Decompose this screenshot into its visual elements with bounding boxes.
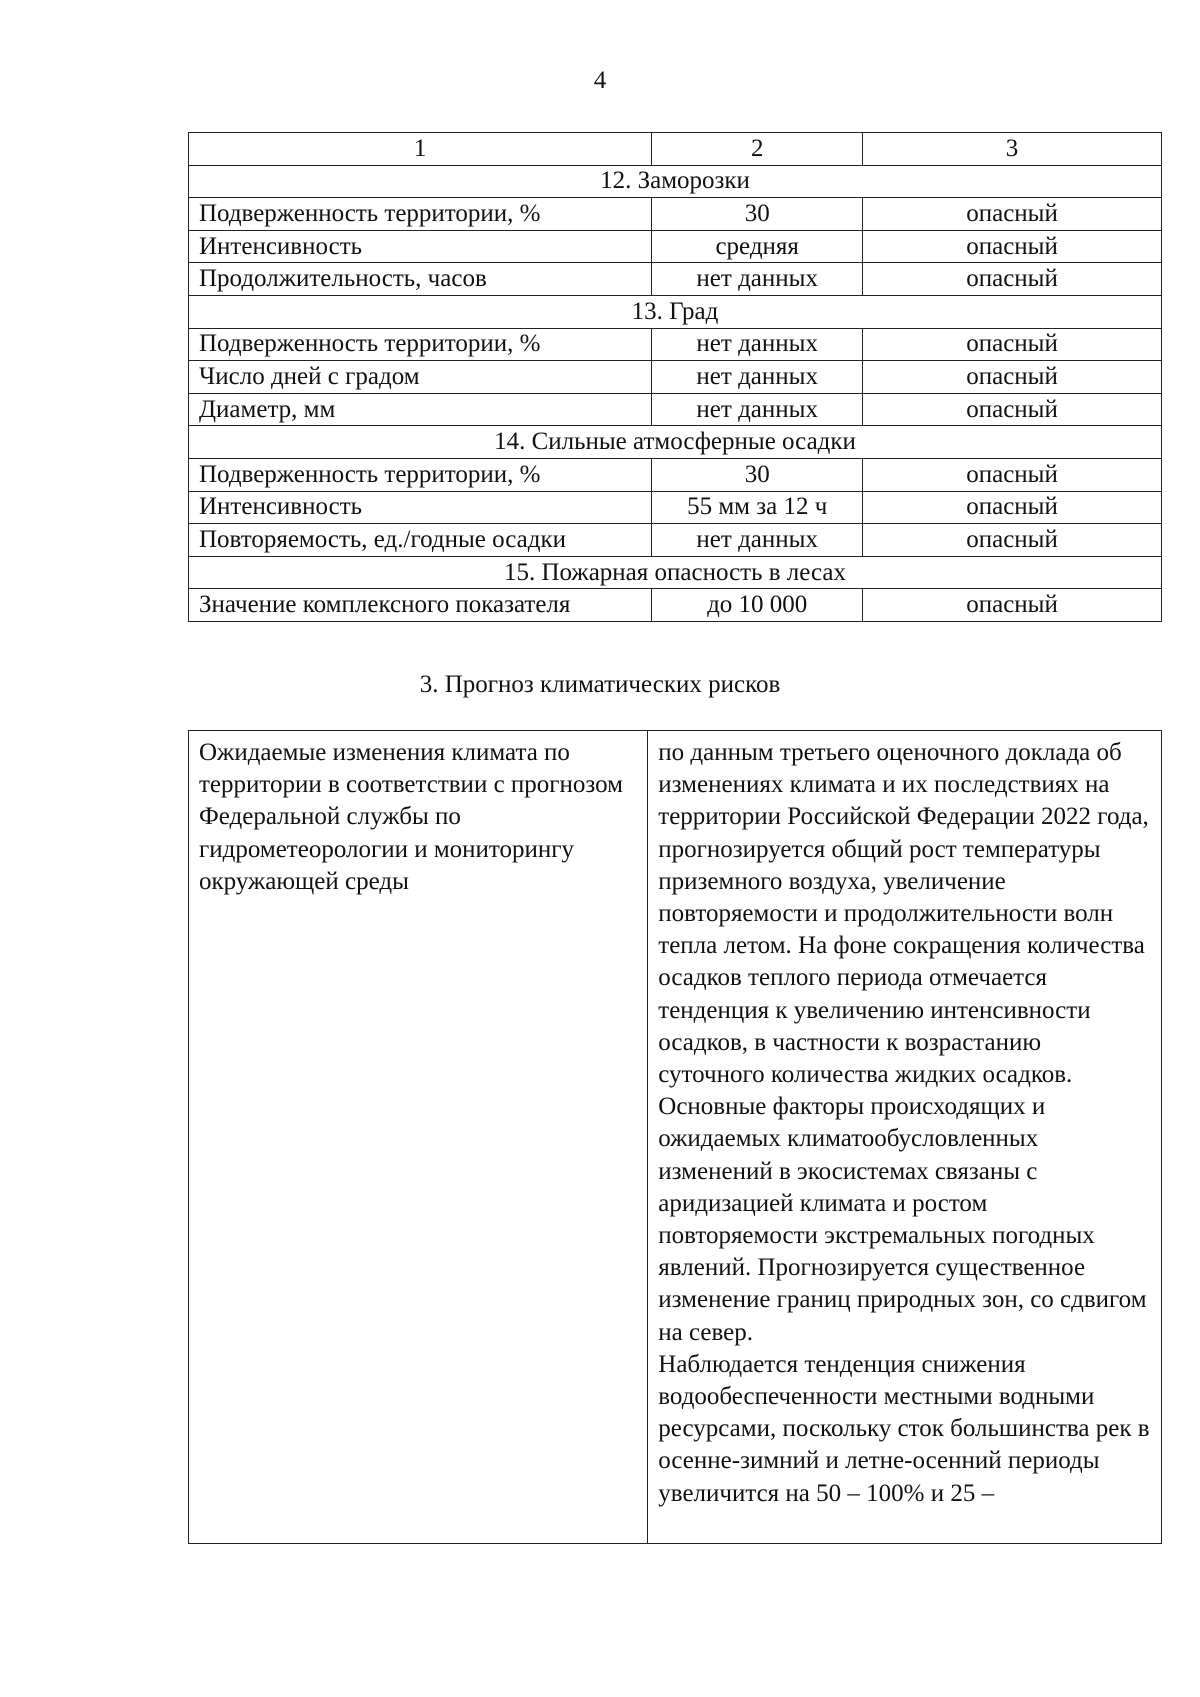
forecast-table xyxy=(188,730,1162,1544)
value-cell: до 10 000 xyxy=(652,589,863,622)
value-cell: нет данных xyxy=(652,361,863,394)
indicator-cell: Диаметр, мм xyxy=(189,393,652,426)
value-cell: средняя xyxy=(652,230,863,263)
section-title: 14. Сильные атмосферные осадки xyxy=(189,426,1162,459)
forecast-row xyxy=(189,731,1162,1544)
value-cell: нет данных xyxy=(652,263,863,296)
value-cell: 30 xyxy=(652,458,863,491)
table-header-row xyxy=(189,133,1162,166)
column-header-3: 3 xyxy=(863,133,1162,166)
table-row xyxy=(189,491,1162,524)
indicator-cell: Интенсивность xyxy=(189,491,652,524)
value-cell: нет данных xyxy=(652,524,863,557)
level-cell: опасный xyxy=(863,491,1162,524)
indicator-cell: Интенсивность xyxy=(189,230,652,263)
indicator-cell: Подверженность территории, % xyxy=(189,198,652,231)
table-row xyxy=(189,230,1162,263)
indicator-cell: Число дней с градом xyxy=(189,361,652,394)
table-row xyxy=(189,328,1162,361)
table-row xyxy=(189,524,1162,557)
section-row xyxy=(189,165,1162,198)
indicator-cell: Подверженность территории, % xyxy=(189,458,652,491)
indicator-cell: Повторяемость, ед./годные осадки xyxy=(189,524,652,557)
table-row xyxy=(189,361,1162,394)
table-row xyxy=(189,458,1162,491)
level-cell: опасный xyxy=(863,328,1162,361)
section-row xyxy=(189,426,1162,459)
level-cell: опасный xyxy=(863,361,1162,394)
level-cell: опасный xyxy=(863,524,1162,557)
table-row xyxy=(189,589,1162,622)
level-cell: опасный xyxy=(863,230,1162,263)
indicator-cell: Продолжительность, часов xyxy=(189,263,652,296)
section-title: 12. Заморозки xyxy=(189,165,1162,198)
risk-table xyxy=(188,132,1162,622)
column-header-1: 1 xyxy=(189,133,652,166)
table-row xyxy=(189,263,1162,296)
section-title: 15. Пожарная опасность в лесах xyxy=(189,556,1162,589)
indicator-cell: Значение комплексного показателя xyxy=(189,589,652,622)
section-row xyxy=(189,556,1162,589)
forecast-description-cell xyxy=(648,731,1162,1544)
level-cell: опасный xyxy=(863,589,1162,622)
value-cell: 30 xyxy=(652,198,863,231)
section-row xyxy=(189,295,1162,328)
forecast-paragraph: Основные факторы происходящих и ожидаемых климатообусловленных изменений в экосистемах связаны с аридизацией климата и ростом повторяемости экстремальных погодных явлений. Прогнозируется существенное изменение границ природных зон, со сдвигом на север. xyxy=(658,1093,1147,1346)
value-cell: нет данных xyxy=(652,328,863,361)
page-number: 4 xyxy=(593,67,607,94)
indicator-cell: Подверженность территории, % xyxy=(189,328,652,361)
forecast-criterion-cell: Ожидаемые изменения климата по территории в соответствии с прогнозом Федеральной службы по гидрометеорологии и мониторингу окружающей среды xyxy=(189,731,648,1544)
table-row xyxy=(189,198,1162,231)
level-cell: опасный xyxy=(863,393,1162,426)
column-header-2: 2 xyxy=(652,133,863,166)
section-title: 13. Град xyxy=(189,295,1162,328)
level-cell: опасный xyxy=(863,263,1162,296)
table-row xyxy=(189,393,1162,426)
value-cell: 55 мм за 12 ч xyxy=(652,491,863,524)
forecast-paragraph: по данным третьего оценочного доклада об изменениях климата и их последствиях на территории Российской Федерации 2022 года, прогнозируется общий рост температуры приземного воздуха, увеличение повторяемости и продолжительности волн тепла летом. На фоне сокращения количества осадков теплого периода отмечается тенденция к увеличению интенсивности осадков, в частности к возрастанию суточного количества жидких осадков. xyxy=(658,739,1149,1089)
forecast-paragraph: Наблюдается тенденция снижения водообеспеченности местными водными ресурсами, поскольку сток большинства рек в осенне-зимний и летне-осенний периоды увеличится на 50 – 100% и 25 – xyxy=(658,1350,1150,1507)
value-cell: нет данных xyxy=(652,393,863,426)
section-heading: 3. Прогноз климатических рисков xyxy=(419,671,781,698)
level-cell: опасный xyxy=(863,458,1162,491)
level-cell: опасный xyxy=(863,198,1162,231)
